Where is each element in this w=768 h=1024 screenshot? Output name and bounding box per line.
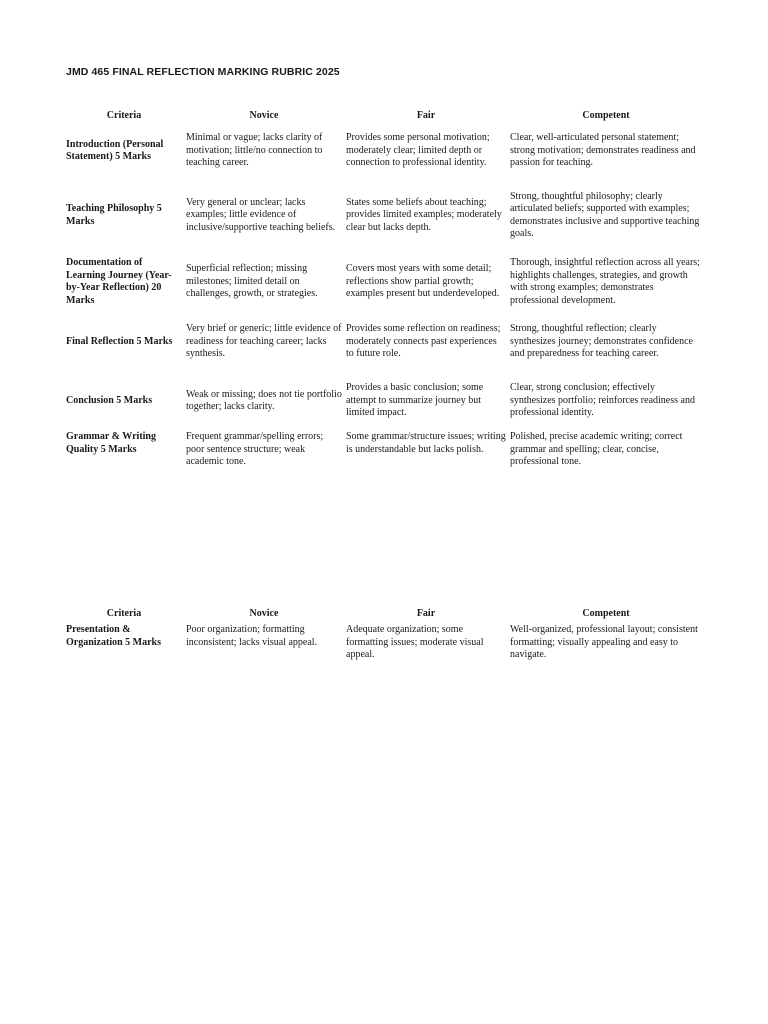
criteria-cell: Conclusion 5 Marks [66,394,153,406]
novice-cell: Frequent grammar/spelling errors; poor sentence structure; weak academic tone. [186,431,324,467]
novice-cell: Very general or unclear; lacks examples; little evidence of inclusive/supportive teaching beliefs. [186,196,336,233]
novice-cell: Weak or missing; does not tie portfolio together; lacks clarity. [186,388,342,412]
competent-cell: Clear, well-articulated personal statement; strong motivation; demonstrates readiness and passion for teaching. [510,132,696,169]
table-row [64,178,704,253]
table-row [64,373,704,429]
fair-cell: Provides a basic conclusion; some attempt to summarize journey but limited impact. [346,382,484,419]
header-row [64,110,704,124]
novice-cell: Superficial reflection; missing milestones; limited detail on challenges, growth, or strategies. [186,263,318,300]
table-row [64,311,704,373]
header-criteria: Criteria [106,608,142,620]
fair-cell: Provides some reflection on readiness; moderately connects past experiences to future role. [346,323,501,360]
competent-cell: Thorough, insightful reflection across all years; highlights challenges, strategies, and growth with strong examples; demonstrates professional development. [510,257,700,306]
table-row [64,124,704,178]
criteria-cell: Teaching Philosophy 5 Marks [66,203,162,227]
document-title: JMD 465 FINAL REFLECTION MARKING RUBRIC 2025 [66,66,340,78]
competent-cell: Well-organized, professional layout; consistent formatting; visually appealing and easy to navigate. [510,624,698,660]
header-fair: Fair [416,110,436,122]
header-fair: Fair [416,608,436,620]
fair-cell: Some grammar/structure issues; writing is understandable but lacks polish. [346,431,506,455]
criteria-cell: Introduction (Personal Statement) 5 Marks [66,138,164,162]
criteria-cell: Presentation & Organization 5 Marks [66,624,161,648]
rubric-table-continued [64,608,704,664]
rubric-table [64,110,704,469]
header-row [64,608,704,622]
criteria-cell: Documentation of Learning Journey (Year-by-Year Reflection) 20 Marks [66,257,172,306]
novice-cell: Very brief or generic; little evidence of readiness for teaching career; lacks synthesis. [186,323,342,360]
competent-cell: Polished, precise academic writing; correct grammar and spelling; clear, concise, professional tone. [510,431,683,467]
competent-cell: Strong, thoughtful philosophy; clearly articulated beliefs; supported with examples; demonstrates inclusive and supportive teaching goals. [510,190,700,239]
header-competent: Competent [582,608,630,620]
fair-cell: States some beliefs about teaching; provides limited examples; moderately clear but lacks depth. [346,196,502,233]
table-row [64,253,704,311]
novice-cell: Minimal or vague; lacks clarity of motivation; little/no connection to teaching career. [186,132,323,169]
fair-cell: Covers most years with some detail; reflections show partial growth; examples present but underdeveloped. [346,263,500,300]
fair-cell: Adequate organization; some formatting issues; moderate visual appeal. [346,624,484,660]
header-criteria: Criteria [106,110,142,122]
header-competent: Competent [582,110,630,122]
novice-cell: Poor organization; formatting inconsistent; lacks visual appeal. [186,624,318,648]
competent-cell: Strong, thoughtful reflection; clearly synthesizes journey; demonstrates confidence and preparedness for teaching career. [510,323,693,360]
header-novice: Novice [249,608,279,620]
table-row [64,429,704,469]
header-novice: Novice [249,110,279,122]
criteria-cell: Final Reflection 5 Marks [66,335,173,347]
competent-cell: Clear, strong conclusion; effectively synthesizes portfolio; reinforces readiness and professional identity. [510,382,695,419]
fair-cell: Provides some personal motivation; moderately clear; limited depth or connection to professional identity. [346,132,490,169]
criteria-cell: Grammar & Writing Quality 5 Marks [66,431,156,455]
table-row [64,622,704,664]
